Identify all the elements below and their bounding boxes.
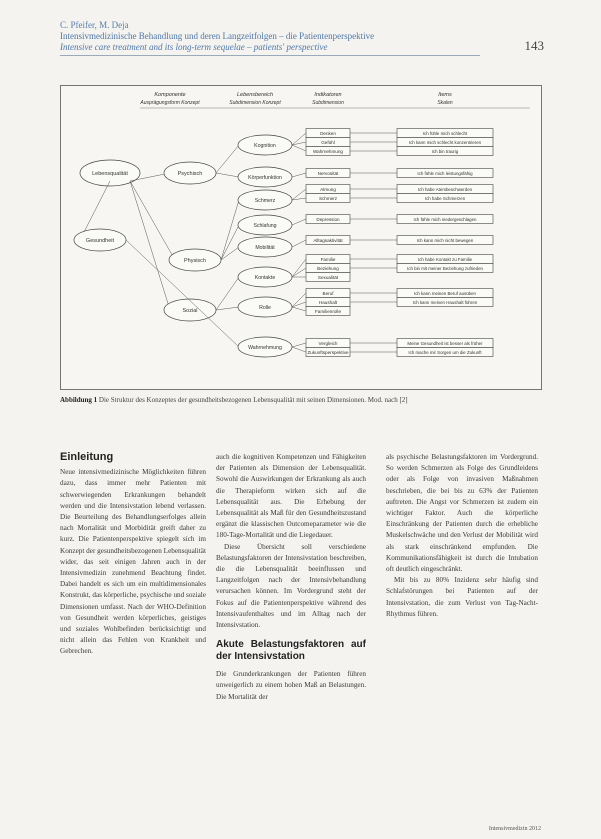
figure-column-header: Indikatoren [314,92,342,98]
node-item-label: Meine Gesundheit ist besser als früher [407,341,483,346]
node-level2-label: Schlafung [253,223,277,229]
node-indicator-label: Vergleich [318,341,338,346]
node-item-label: Ich kann meinen Beruf ausüben [414,291,476,296]
node-indicator-label: Denken [320,131,336,136]
node-indicator-label: Wahrnehmung [313,149,343,154]
node-item-label: Ich kann meinen Haushalt führen [412,300,478,305]
column-1 [60,452,206,658]
header-subtitle: Intensive care treatment and its long-term sequelae – patients' perspective [60,42,480,56]
node-indicator-label: Beziehung [317,266,339,271]
column-2 [216,452,366,703]
node-level2-label: Körperfunktion [248,175,282,181]
node-item-label: Ich fühle mich schlecht [422,131,468,136]
node-indicator-label: Sexualität [317,275,339,280]
node-item-label: Ich mache mir Sorgen um die Zukunft [408,350,482,355]
node-indicator-label: Beruf [322,291,334,296]
node-indicator-label: Depression [316,217,340,222]
figure-column-subheader: Ausprägungsform Konzept [140,100,200,106]
node-indicator-label: Familie [320,257,336,262]
figure-column-subheader: Subdimension Konzept [229,100,281,106]
node-indicator-label: Nervosität [317,171,339,176]
node-level1-label: Gesundheit [85,238,115,244]
node-indicator-label: Haushalt [318,300,338,305]
figure-caption [60,395,542,405]
node-item-label: Ich fühle mich niedergeschlagen [413,217,477,222]
node-item-label: Ich bin mit meiner Beziehung zufrieden [407,266,483,271]
figure-column-header: Items [438,92,452,98]
node-item-label: Ich habe Atembeschwerden [417,187,473,192]
figure-column-header: Komponente [154,92,186,98]
section-heading-acute-stress: Akute Belastungsfaktoren auf der Intensivstation [216,639,366,663]
paragraph: auch die kognitiven Kompetenzen und Fähigkeiten der Patienten als Dimension der Lebensqualität. Sowohl die Auswirkungen der Erkrankung als auch die Therapieform wirken sich auf die Lebensqualität aus. Die Erhebung der Lebensqualität als Maß für den Gesundheitszustand ergänzt die klassischen Outcomeparameter wie die 180-Tage-Mortalität und die Liegedauer. [216,453,366,540]
node-item-label: Ich kann mich schlecht konzentrieren [408,140,482,145]
node-level2-label: Wahrnehmung [248,345,282,351]
figure-column-subheader: Subdimension [312,100,344,106]
figure-concept-diagram [60,85,542,390]
paragraph: Diese Übersicht soll verschiedene Belastungsfaktoren der Intensivstation beschreiben, die die Lebensqualität beeinflussen und Langzeitfolgen nach der Intensivbehandlung verursachen können. Im Vordergrund steht der Fokus auf die Patientenperspektive während des Intensivaufenthaltes und im Alltag nach der Intensivstation. [216,542,366,630]
node-level2-label: Mobilität [255,245,275,251]
node-item-label: Ich fühle mich leistungsfähig [417,171,473,176]
section-heading-introduction: Einleitung [60,451,114,463]
node-level2-label: Rolle [259,305,271,311]
column-3 [386,452,538,620]
node-item-label: Ich habe Schmerzen [424,196,466,201]
node-root-label: Lebensqualität [92,171,128,177]
caption-text: Die Struktur des Konzeptes der gesundheitsbezogenen Lebensqualität mit seinen Dimensionen. Mod. nach [2] [98,396,408,404]
node-level1-label: Sozial [182,308,198,314]
page-footer: Intensivmedizin 2012 [488,826,541,832]
node-indicator-label: Alltagsaktivität [313,238,343,243]
node-level1-label: Physisch [183,258,207,264]
node-indicator-label: Gefühl [321,140,335,145]
node-indicator-label: Zukunftsperspektive [307,350,349,355]
node-item-label: Ich kann mich nicht bewegen [416,238,474,243]
paragraph: als psychische Belastungsfaktoren im Vordergrund. So werden Schmerzen als Folge des Grundleidens oder als Folge von invasiven Maßnahmen beschrieben, die bei bis zu 63% der Patienten auftreten. Die Angst vor Schmerzen ist zudem ein wichtiger Faktor. Auch die körperliche Einschränkung der Patienten durch die erhebliche Muskelschwäche und den Verlust der Mobilität wird als stark einschränkend empfunden. Die Kommunikationsfähigkeit ist durch die Intubation oft deutlich eingeschränkt. [386,453,538,574]
node-indicator-label: Schmerz [318,196,338,201]
caption-label: Abbildung 1 [60,396,98,404]
node-level2-label: Kognition [254,143,276,149]
paragraph: Neue intensivmedizinische Möglichkeiten führen dazu, dass immer mehr Patienten mit schwerwiegenden Erkrankungen behandelt werden und die Intensivstation lebend verlassen. Die Beurteilung des Behandlungserfolges allein nach Mortalität und Morbidität greift daher zu kurz. Die Patientenperspektive spiegelt sich im Konzept der gesundheitsbezogenen Lebensqualität wider, das seit einigen Jahren auch in der Intensivmedizin zunehmend Beachtung findet. Dabei handelt es sich um ein multidimensionales Konstrukt, das körperliche, psychische und soziale Dimensionen umfasst. Nach der WHO-Definition von Gesundheit werden körperliches, geistiges und soziales Wohlbefinden berücksichtigt und nicht allein das Fehlen von Krankheit und Gebrechen. [60,468,206,656]
header-authors: C. Pfeifer, M. Deja [60,20,129,30]
node-item-label: Ich bin traurig [431,149,459,154]
header-title: Intensivmedizinische Behandlung und deren Langzeitfolgen – die Patientenperspektive [60,31,375,41]
node-level2-label: Kontakte [254,275,276,281]
page-number: 143 [524,38,544,53]
paragraph: Mit bis zu 80% Inzidenz sehr häufig sind Schlafstörungen bei Patienten auf der Intensivstation, die zum Verlust von Tag-Nacht-Rhythmus führen. [386,576,538,618]
node-level2-label: Schmerz [254,198,276,204]
node-indicator-label: Familienrolle [314,309,342,314]
node-indicator-label: Atmung [320,187,336,192]
figure-column-header: Lebensbereich [236,92,274,98]
node-level1-label: Psychisch [177,171,203,177]
node-item-label: Ich habe Kontakt zu Familie [417,257,473,262]
figure-column-subheader: Skalen [437,100,453,106]
running-header [60,20,550,56]
paragraph: Die Grunderkrankungen der Patienten führen unweigerlich zu einem hohen Maß an Belastungen. Die Mortalität der [216,670,366,701]
